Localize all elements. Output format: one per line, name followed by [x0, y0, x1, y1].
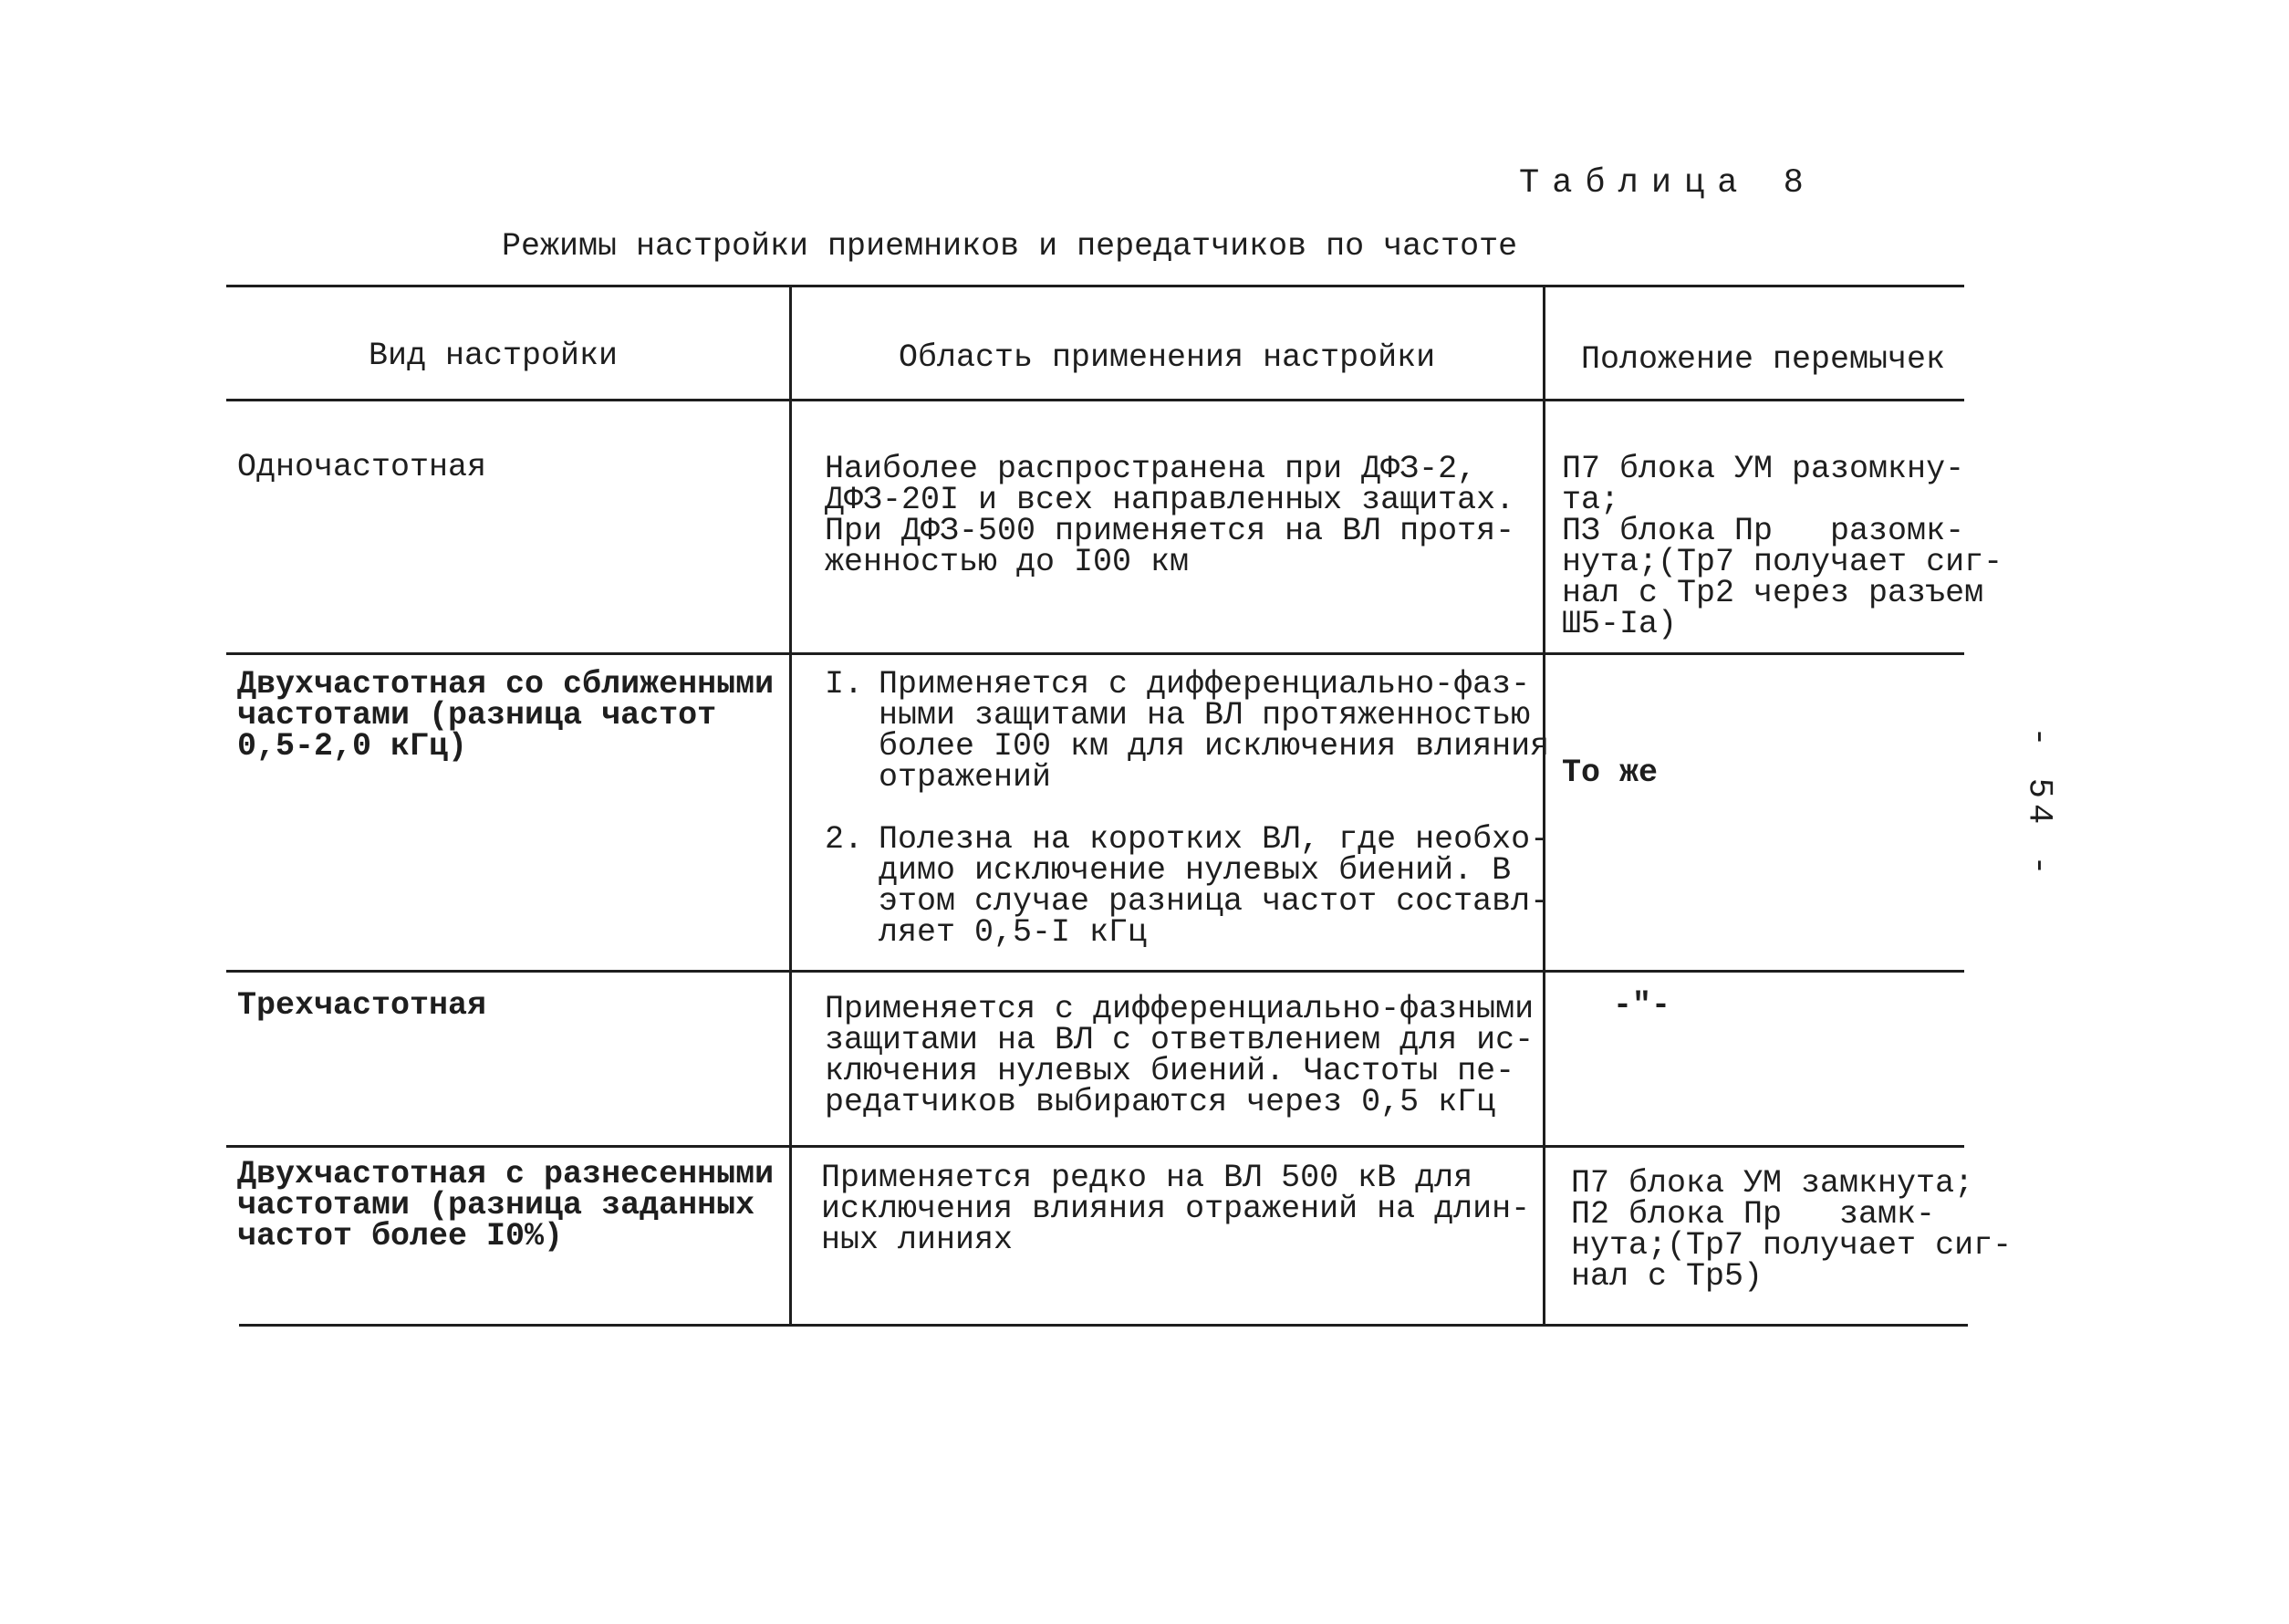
table-label: Таблица 8 [1519, 164, 1816, 203]
row1-application: Наиболее распространена при ДФЗ-2, ДФЗ-20I и всех направленных защитах. При ДФЗ-500 применяется на ВЛ протя- женностью до I00 км [825, 451, 1515, 580]
table-bottom-rule [239, 1324, 1968, 1327]
column-divider-1 [789, 285, 792, 1327]
row2-item2-text: Полезна на коротких ВЛ, где необхо- димо исключение нулевых биений. В этом случае разница частот составл- ляет 0,5-I кГц [879, 821, 1550, 951]
row1-jumpers: П7 блока УМ разомкну- та; ПЗ блока Пр разомк- нута;(Тр7 получает сиг- нал с Тр2 через разъем Ш5-Iа) [1562, 451, 2003, 642]
row2-type: Двухчастотная со сближенными частотами (разница частот 0,5-2,0 кГц) [237, 666, 775, 765]
row2-item1-text: Применяется с дифференциально-фаз- ными защитами на ВЛ протяженностью более I00 км для исключения влияния отражений [879, 666, 1550, 796]
row3-jumpers: -"- [1613, 987, 1671, 1024]
page-number: - 54 - [2019, 726, 2058, 881]
header-view-type: Вид настройки [369, 338, 619, 374]
row3-bottom-rule [226, 1145, 1964, 1148]
table-caption: Режимы настройки приемников и передатчиков по частоте [502, 228, 1518, 265]
row2-jumpers: То же [1562, 755, 1659, 791]
row3-type: Трехчастотная [237, 987, 487, 1024]
header-bottom-rule [226, 399, 1964, 401]
row4-type: Двухчастотная с разнесенными частотами (разница заданных частот более I0%) [237, 1156, 775, 1254]
row4-jumpers: П7 блока УМ замкнута; П2 блока Пр замк- нута;(Тр7 получает сиг- нал с Тр5) [1571, 1165, 2013, 1295]
table-top-rule [226, 285, 1964, 287]
row4-application: Применяется редко на ВЛ 500 кВ для исключения влияния отражений на длин- ных линиях [821, 1160, 1531, 1258]
row1-bottom-rule [226, 652, 1964, 655]
row2-item1-number: I. [825, 666, 864, 703]
header-application-area: Область применения настройки [899, 339, 1436, 376]
row3-application: Применяется с дифференциально-фазными защитами на ВЛ с ответвлением для ис- ключения нулевых биений. Частоты пе- редатчиков выбираются через 0,5 кГц [825, 991, 1535, 1120]
row2-item2-number: 2. [825, 821, 864, 858]
header-jumper-position: Положение перемычек [1581, 341, 1946, 378]
row2-bottom-rule [226, 970, 1964, 973]
column-divider-2 [1543, 285, 1545, 1327]
row1-type: Одночастотная [237, 449, 487, 485]
